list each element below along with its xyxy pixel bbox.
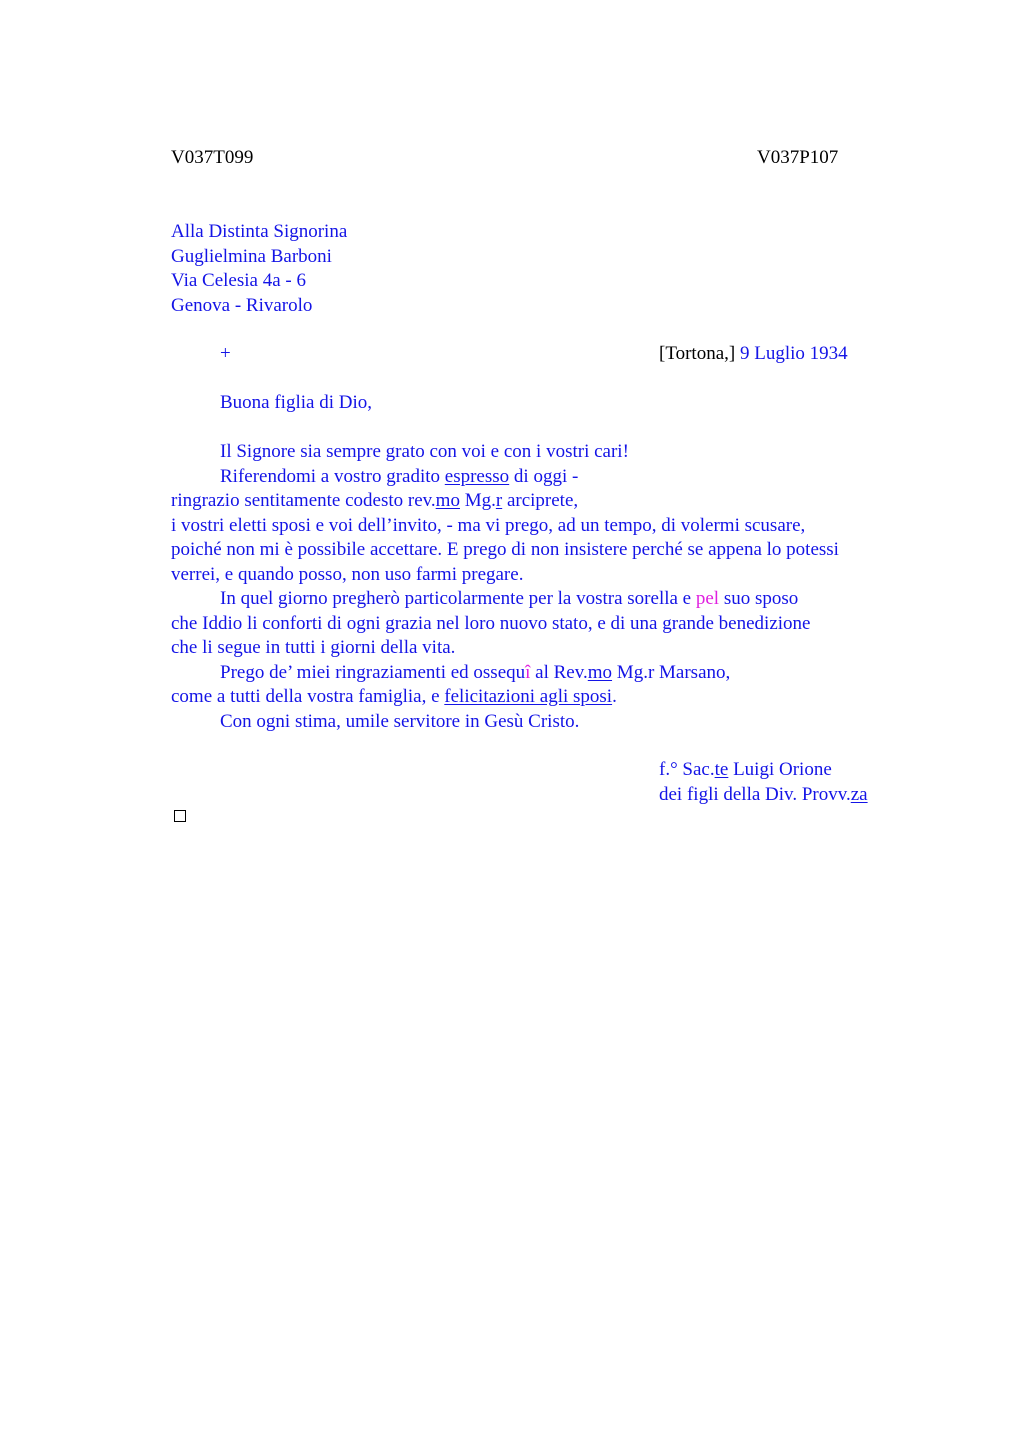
body-text: In quel giorno pregherò particolarmente per la vostra sorella e xyxy=(220,588,696,609)
document-code-left: V037T099 xyxy=(171,147,254,168)
dateline-place: [Tortona,] xyxy=(659,343,736,364)
superscript-abbrev: r xyxy=(495,490,503,511)
body-text: suo sposo xyxy=(719,588,799,609)
address-line-4: Genova - Rivarolo xyxy=(171,294,313,316)
signature-line-1 xyxy=(659,758,868,783)
superscript-abbrev: mo xyxy=(435,490,460,511)
body-text: Prego de’ miei ringraziamenti ed ossequ xyxy=(220,661,526,683)
document-code-right: V037P107 xyxy=(757,147,839,168)
body-text: Riferendomi a vostro gradito xyxy=(220,465,445,487)
cross-symbol: + xyxy=(220,343,231,364)
signature-block xyxy=(659,758,868,807)
letter-body xyxy=(171,440,839,734)
signature-text: Luigi Orione xyxy=(728,759,832,780)
body-line-8: che Iddio li conforti di ogni grazia nel loro nuovo stato, e di una grande benedizione xyxy=(171,612,811,634)
body-line-2 xyxy=(171,465,839,490)
body-line-6: verrei, e quando posso, non uso farmi pregare. xyxy=(171,563,524,585)
body-line-11 xyxy=(171,685,839,710)
address-line-1: Alla Distinta Signorina xyxy=(171,221,348,242)
underlined-word: espresso xyxy=(444,465,510,487)
body-line-4: i vostri eletti sposi e voi dell’invito, - ma vi prego, ad un tempo, di volermi scusare, xyxy=(171,514,806,536)
highlighted-word: pel xyxy=(695,588,720,609)
superscript-abbrev: te xyxy=(714,759,729,780)
body-line-5: poiché non mi è possibile accettare. E prego di non insistere perché se appena lo potessi xyxy=(171,539,839,560)
body-text: arciprete, xyxy=(502,490,579,511)
address-line-3: Via Celesia 4a - 6 xyxy=(171,270,306,291)
salutation: Buona figlia di Dio, xyxy=(220,392,372,413)
superscript-abbrev: za xyxy=(850,783,868,805)
signature-line-2 xyxy=(659,783,868,808)
body-text: . xyxy=(612,686,617,707)
dateline xyxy=(659,342,848,367)
superscript-abbrev: mo xyxy=(587,661,613,683)
highlighted-letter: î xyxy=(525,661,531,683)
dateline-date: 9 Luglio 1934 xyxy=(735,343,848,364)
body-text: Mg.r Marsano, xyxy=(612,661,731,683)
address-line-2: Guglielmina Barboni xyxy=(171,245,332,267)
signature-text: dei figli della Div. Provv. xyxy=(659,783,851,805)
signature-text: f.° Sac. xyxy=(659,759,715,780)
body-line-12: Con ogni stima, umile servitore in Gesù Cristo. xyxy=(220,710,580,732)
body-text: al Rev. xyxy=(530,661,588,683)
body-text: Mg. xyxy=(459,490,496,511)
end-marker-box-icon xyxy=(174,810,186,822)
underlined-phrase: felicitazioni agli sposi xyxy=(444,686,613,707)
body-line-9: che li segue in tutti i giorni della vita. xyxy=(171,637,456,658)
body-line-7 xyxy=(171,587,839,612)
body-line-10 xyxy=(171,661,839,686)
body-line-3 xyxy=(171,489,839,514)
body-text: ringrazio sentitamente codesto rev. xyxy=(171,490,436,511)
body-text: come a tutti della vostra famiglia, e xyxy=(171,686,445,707)
address-block xyxy=(171,220,347,318)
body-text: di oggi - xyxy=(509,465,579,487)
body-line-1: Il Signore sia sempre grato con voi e con i vostri cari! xyxy=(220,441,629,462)
